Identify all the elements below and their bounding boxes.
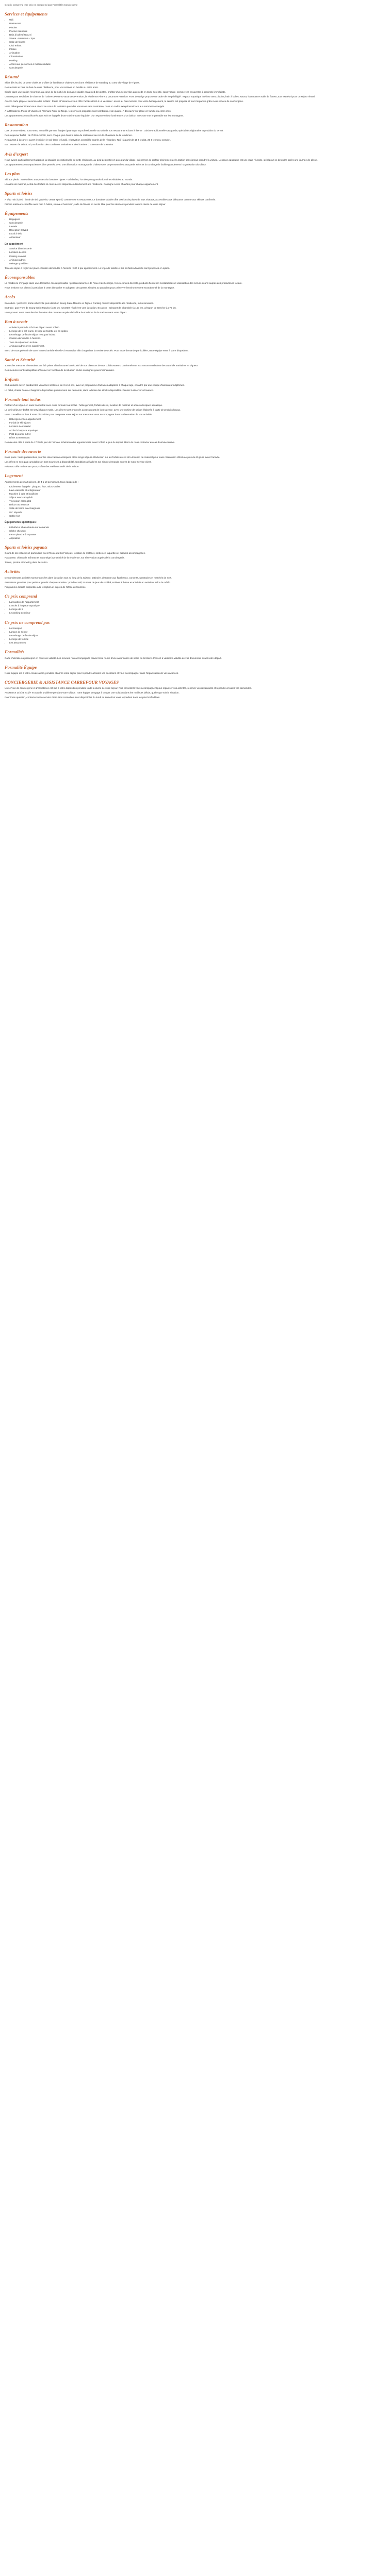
paragraph: Réservez dès maintenant pour profiter des meilleurs tarifs de la saison. [5, 465, 79, 468]
ski-section [5, 171, 386, 186]
paragraph: Programme détaillé disponible à la réception et auprès de l'office de tourisme. [5, 585, 87, 588]
bon-a-savoir-section [5, 319, 386, 352]
paragraph: Club enfants ouvert pendant les vacances scolaires, de 3 à 12 ans, avec un programme d'activités adaptées à chaque âge, encadré par une équipe d'animateurs diplômés. [5, 384, 185, 387]
paragraph: Assistance 24h/24 et 7j/7 en cas de problème pendant votre séjour : notre équipe s'engage à trouver une solution dans les meilleurs délais, quelle que soit la situation. [5, 691, 180, 694]
paragraph: Restaurant à la carte : ouvert le midi et le soir (sauf le lundi), réservation conseillée auprès de la réception. Tarif : à partir de 15 € le plat, 25 € le menu complet. [5, 139, 171, 142]
sports-payants-section [5, 545, 386, 565]
formalite-equipe-title: Formalité Équipe [5, 664, 37, 670]
eco-title: Écoresponsables [5, 274, 35, 280]
prix-comprend-list [5, 600, 386, 615]
paragraph: Skier dès le pied de votre chalet et profiter de l'ambiance chaleureuse d'une résidence de standing au cœur du village de Tignes. [5, 81, 140, 84]
paragraph: Lit bébé, chaise haute et baignoire disponibles gratuitement sur demande, dans la limite des stocks disponibles. Pensez à réserver à l'avance. [5, 388, 154, 392]
paragraph: Petit-déjeuner buffet : de 7h30 à 10h30, servi chaque jour dans la salle du restaurant au rez-de-chaussée de la résidence. [5, 134, 133, 137]
list-item: • Animaux admis avec supplément. [9, 344, 386, 348]
list-item: • Forfait de ski 6 jours [9, 421, 386, 425]
paragraph: Taxe de séjour à régler sur place. Caution demandée à l'arrivée : 300 € par appartement. Le linge de toilette et les lits faits à l'arrivée sont proposés en option. [5, 266, 170, 269]
list-item: • Le linge de lit [9, 607, 386, 611]
list-item: • Les assurances [9, 641, 386, 645]
logement-equip-title: Équipements spécifiques : [5, 520, 38, 524]
services-section [5, 11, 386, 70]
paragraph: Bons plans : tarifs préférentiels pour les réservations anticipées et les longs séjours. Réduction sur les forfaits de ski et la location de matériel pour toute réservation effectuée plus de 60 jours avant l'arrivée. [5, 456, 220, 459]
paragraph: Remise des clés à partir de 17h00 le jour de l'arrivée. Libération des appartements avant 10h00 le jour du départ. Merci de nous contacter en cas d'arrivée tardive. [5, 440, 175, 444]
paragraph: Votre conseiller se tient à votre disposition pour composer votre séjour sur mesure et vous accompagner dans la réservation de vos activités. [5, 413, 153, 416]
prix-comprend-section [5, 594, 386, 615]
paragraph: Située dans une station reconnue, au cœur de la moitié de domaine skiable et au pied des pistes, profitez d'un séjour skis aux pieds en toute sérénité, sans voiture, commerces et navettes à proximité immédiate. [5, 91, 226, 94]
acces-title: Accès [5, 294, 15, 300]
list-item: • Climatisation [9, 55, 386, 58]
logement-section [5, 473, 386, 539]
list-item: • Machine à café et bouilloire [9, 492, 386, 496]
list-item: • Le transport [9, 626, 386, 630]
paragraph: Comme pour ses hôtes de charme de l'univers Pierre & Vacances Premium, la résidence Pierre & Vacances Premium Front de Neige propose un cadre de vie privilégié : espace aquatique intérieur avec piscine, bain à bulles, sauna, hammam et salle de fitness, tout est réuni pour un séjour réussi. [5, 95, 316, 98]
list-item: • Bagagerie [9, 217, 386, 221]
prix-comprend-title: Ce prix comprend [5, 593, 37, 599]
paragraph: Nous avons particulièrement apprécié la situation exceptionnelle de cette résidence, au pied des pistes et au cœur du village, qui permet de profiter pleinement de la station sans jamais prendre la voiture. L'espace aquatique est une vraie réussite, idéal pour se détendre après une journée de glisse. [5, 158, 318, 161]
decouverte-title: Formule découverte [5, 448, 41, 454]
list-item: • Bain à bulles/Jacuzzi [9, 33, 386, 37]
prix-ne-comprend-pas-section [5, 620, 386, 645]
resume-title: Résumé [5, 74, 19, 79]
formalite-equipe-section [5, 665, 386, 675]
paragraph: Cours de ski collectifs et particuliers avec l'École du Ski Français, location de matériel, sorties en raquettes et balades accompagnées. [5, 552, 146, 555]
enfants-section [5, 377, 386, 392]
list-item: • Restaurant [9, 22, 386, 25]
sports-section [5, 191, 386, 206]
list-item: • Le linge de lit est fourni, le linge de toilette est en option. [9, 329, 386, 333]
equipements-section [5, 211, 386, 270]
conciergerie-title: CONCIERGERIE & ASSISTANCE CARREFOUR VOYAGES [5, 679, 119, 685]
list-item: • Petit-déjeuner buffet [9, 432, 386, 436]
paragraph: Appartements de 2 à 5 pièces, de 4 à 10 personnes, tous équipés de : [5, 480, 79, 483]
paragraph: Location de matériel, achat des forfaits et cours de ski disponibles directement à la résidence. Consigne à skis chauffée pour chaque appartement. [5, 183, 159, 186]
list-item: • Service blanchisserie [9, 247, 386, 250]
prix-ne-comprend-pas-title: Ce prix ne comprend pas [5, 619, 50, 625]
formule-list [5, 417, 386, 439]
list-item: • Séjour avec canapé-lit [9, 496, 386, 499]
paragraph: Vous pouvez aussi consulter les horaires des navettes auprès de l'office de tourisme de la station avant votre départ. [5, 311, 127, 314]
list-item: • Ménage quotidien [9, 262, 386, 265]
paragraph: Le petit-déjeuner buffet est servi chaque matin. Les dîners sont proposés au restaurant de la résidence, avec une cuisine de saison élaborée à partir de produits locaux. [5, 408, 181, 411]
list-item: • Piscine [9, 26, 386, 29]
paragraph: Ski aux pieds : accès direct aux pistes du domaine Tignes - Val d'Isère, l'un des plus grands domaines skiables au monde. [5, 178, 133, 181]
list-item: • Location de matériel [9, 425, 386, 428]
avis-title: Avis d'expert [5, 151, 28, 157]
paragraph: Avec la carte plage et la remise des forfaits : Pierre et Vacances vous offre l'accès direct à un vestiaire : accès au bon moment pour votre hébergement, le service est proposé et tout s'organise grâce à un service de conciergerie. [5, 100, 244, 103]
list-item: • Le ménage de fin de séjour [9, 634, 386, 637]
bon-a-savoir-list [5, 326, 386, 348]
sports-title: Sports et loisirs [5, 191, 32, 196]
restaurant-title: Restauration [5, 122, 28, 127]
paragraph: Merci de nous prévenir de votre heure d'arrivée si celle-ci est tardive afin d'organiser la remise des clés. Pour toute demande particulière, notre équipe reste à votre disposition. [5, 349, 189, 352]
paragraph: Bar : ouvert de 16h à 23h, en fonction des conditions sanitaires et des horaires d'ouverture de la station. [5, 143, 114, 146]
list-item: • Fer et planche à repasser [9, 533, 386, 536]
acces-section [5, 294, 386, 314]
list-item: • Salle de bains avec baignoire [9, 506, 386, 510]
paragraph: Profitez d'un séjour en toute tranquillité avec notre formule tout inclus : hébergement, forfaits de ski, location de matériel et accès à l'espace aquatique. [5, 403, 163, 406]
list-item: • Caution demandée à l'arrivée. [9, 336, 386, 340]
paragraph: Parapente, chiens de traîneau et motoneige à proximité de la résidence, sur réservation auprès de la conciergerie. [5, 556, 125, 560]
list-item: • Wifi [9, 18, 386, 22]
paragraph: En train : gare TGV de Bourg-Saint-Maurice à 30 km, navettes régulières vers la station. En avion : aéroport de Chambéry à 150 km, aéroport de Genève à 170 km. [5, 306, 177, 309]
list-item: • Réception 24h/24 [9, 228, 386, 232]
paragraph: En voiture : par l'A43, sortie Albertville puis direction Bourg-Saint-Maurice et Tignes. Parking couvert disponible à la résidence, sur réservation. [5, 301, 154, 304]
list-item: • Ascenseur [9, 235, 386, 239]
paragraph: Toutes les mesures nécessaires ont été prises afin d'assurer la sécurité de nos clients et de nos collaborateurs, conformément aux recommandations des autorités sanitaires en vigueur. [5, 364, 199, 367]
list-item: • Arrivée à partir de 17h00 et départ avant 10h00. [9, 326, 386, 329]
list-item: • Parking [9, 59, 386, 62]
services-title: Services et équipements [5, 11, 48, 17]
paragraph: Nous invitons nos clients à participer à cette démarche en adoptant des gestes simples au quotidien pour préserver l'environnement exceptionnel de la montagne. [5, 286, 175, 290]
list-item: • Pilates [9, 47, 386, 51]
resume-section [5, 74, 386, 117]
list-item: • Piscine intérieure [9, 29, 386, 33]
paragraph: Carte d'identité ou passeport en cours de validité. Les mineurs non accompagnés doivent être munis d'une autorisation de sortie du territoire. Pensez à vérifier la validité de vos documents avant votre départ. [5, 656, 222, 659]
paragraph: Un service de conciergerie et d'assistance est mis à votre disposition pendant toute la durée de votre séjour. Nos conseillers vous accompagnent pour organiser vos activités, réserver vos restaurants et répondre à toutes vos demandes. [5, 687, 252, 690]
supplement-list [5, 247, 386, 265]
paragraph: Les offres ne sont pas cumulables et sont soumises à disponibilité. Conditions détaillées sur simple demande auprès de notre service client. [5, 461, 152, 464]
list-item: • L'accès à l'espace aquatique [9, 604, 386, 607]
list-item: • Taxe de séjour non incluse. [9, 341, 386, 344]
list-item: • Sèche-cheveux [9, 529, 386, 533]
services-list [5, 18, 386, 70]
paragraph: De nombreuses activités sont proposées dans la station tout au long de la saison : patinoire, descente aux flambeaux, concerts, spectacles et marchés de noël. [5, 576, 172, 579]
paragraph: Les appartements sont décorés avec soin et équipés d'une cuisine toute équipée, d'un espace séjour lumineux et d'un balcon avec une vue imprenable sur les montagnes. [5, 114, 184, 117]
list-item: • Conciergerie [9, 221, 386, 225]
ski-title: Les plus [5, 171, 20, 176]
list-item: • La taxe de séjour [9, 630, 386, 634]
sante-title: Santé et Sécurité [5, 357, 36, 362]
list-item: • Parking couvert [9, 255, 386, 258]
eco-section [5, 275, 386, 290]
list-item: • Le ménage de fin de séjour n'est pas inclus. [9, 333, 386, 336]
conciergerie-section [5, 680, 386, 700]
paragraph: Notre équipe est à votre écoute avant, pendant et après votre séjour pour répondre à toutes vos questions et vous accompagner dans l'organisation de vos vacances. [5, 671, 179, 674]
restaurant-section [5, 122, 386, 147]
equipements-title: Équipements [5, 210, 28, 216]
paragraph: Lors de votre séjour, vous serez accueillis par une équipe dynamique et professionnelle au sein de nos restaurants et bars à thème : cuisine traditionnelle savoyarde, spécialités régionales et produits du terroir. [5, 129, 224, 132]
sports-payants-title: Sports et loisirs payants [5, 544, 47, 550]
logement-equip-list [5, 526, 386, 540]
paragraph: A la Résidence Pierre et Vacances Premium Front de Neige, les services proposés sont nombreux et de qualité. A découvrir sur place en famille ou entre amis. [5, 109, 171, 112]
paragraph: Restaurants et bars en bas de votre résidence, pour vos soirées en famille ou entre amis. [5, 86, 99, 89]
list-item: • La location de l'appartement [9, 600, 386, 604]
activites-title: Activités [5, 569, 20, 574]
list-item: • Coffre-fort [9, 514, 386, 518]
enfants-title: Enfants [5, 377, 19, 382]
list-item: • Sauna - Hammam - Spa [9, 37, 386, 40]
logement-title: Logement [5, 473, 23, 479]
prix-ne-comprend-pas-list [5, 626, 386, 645]
paragraph: La résidence s'engage dans une démarche éco-responsable : gestion raisonnée de l'eau et de l'énergie, tri sélectif des déchets, produits d'entretien écolabellisés et valorisation des circuits courts auprès des producteurs locaux. [5, 282, 242, 285]
formule-title: Formule tout inclus [5, 396, 41, 402]
paragraph: Animations gratuites pour petits et grands chaque semaine : pot d'accueil, tournois de jeux de société, soirées à thème et activités en extérieur selon la météo. [5, 581, 171, 584]
list-item: • Accès à l'espace aquatique [9, 429, 386, 432]
page [0, 0, 391, 705]
list-item: • WC séparés [9, 511, 386, 514]
list-item: • Club enfant [9, 44, 386, 47]
activites-section [5, 569, 386, 589]
list-item: • Kitchenette équipée : plaques, four, micro-ondes [9, 485, 386, 488]
paragraph: Piscine intérieure chauffée avec bain à bulles, sauna et hammam, salle de fitness en accès libre pour les résidents pendant toute la durée de votre séjour. [5, 202, 166, 206]
list-item: • Local à skis [9, 232, 386, 235]
paragraph: Tennis, piscine et bowling dans la station. [5, 561, 48, 564]
list-item: • Conciergerie [9, 66, 386, 70]
paragraph: Pour toute question, contactez notre service client. Nos conseillers sont disponibles du lundi au samedi et vous répondent dans les plus brefs délais. [5, 696, 160, 699]
list-item: • Aspirateur [9, 536, 386, 540]
list-item: • Hébergement en appartement [9, 417, 386, 421]
formule-decouverte-section [5, 449, 386, 469]
formalites-title: Formalités [5, 649, 25, 655]
paragraph: Les appartements sont spacieux et bien pensés, avec une décoration montagnarde chaleureuse. Le personnel est aux petits soins et la conciergerie facilite grandement l'organisation du séjour. [5, 163, 207, 166]
paragraph: Votre hébergement idéal vous attend au cœur de la station pour des vacances sans contrainte, dans un cadre exceptionnel face aux sommets enneigés. [5, 105, 165, 108]
formalites-section [5, 649, 386, 659]
formule-tout-inclus-section [5, 397, 386, 444]
list-item: • Télévision écran plat [9, 499, 386, 503]
list-item: • Animaux admis [9, 258, 386, 262]
list-item: • Laverie [9, 225, 386, 228]
list-item: • Location de skis [9, 250, 386, 254]
list-item: • Dîner au restaurant [9, 436, 386, 439]
equipements-list [5, 217, 386, 240]
bon-a-savoir-title: Bon à savoir [5, 318, 28, 324]
paragraph: A 5/10 min à pied : école de ski, garderie, centre sportif, commerces et restaurants. Le domaine skiable offre 300 km de pistes de tous niveaux, accessibles aux débutants comme aux skieurs confirmés. [5, 198, 216, 201]
supplement-title: En supplément [5, 242, 23, 246]
intro-text: Ce prix comprend : Ce prix ne comprend pas Formalités Conciergerie [5, 4, 78, 6]
list-item: • Balcon ou terrasse [9, 503, 386, 506]
sante-section [5, 357, 386, 372]
avis-section [5, 151, 386, 166]
list-item: • Lave-vaisselle et réfrigérateur [9, 488, 386, 492]
list-item: • Le linge de toilette [9, 637, 386, 641]
list-item: • Le parking extérieur [9, 611, 386, 615]
list-item: • Salle de fitness [9, 40, 386, 44]
logement-list [5, 485, 386, 518]
list-item: • Lit bébé et chaise haute sur demande [9, 526, 386, 529]
paragraph: Ces mesures sont susceptibles d'évoluer en fonction de la situation et des consignes gouvernementales. [5, 369, 115, 372]
list-item: • Accès aux personnes à mobilité réduite [9, 62, 386, 66]
list-item: • Animation [9, 51, 386, 55]
